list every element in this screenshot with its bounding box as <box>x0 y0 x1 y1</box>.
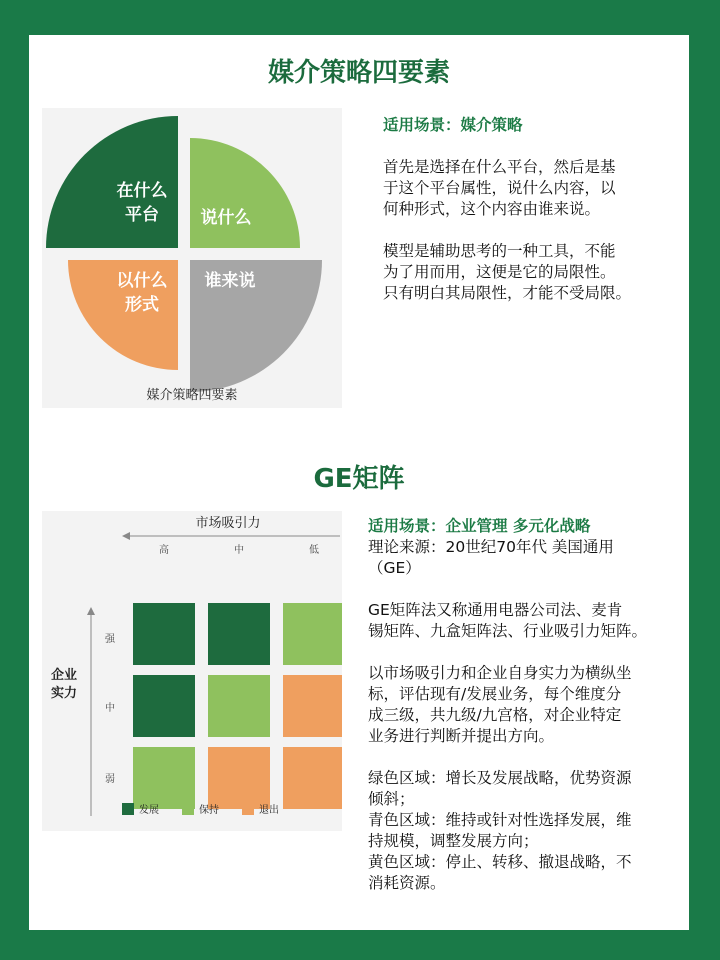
y-tick-mid: 中 <box>105 703 115 714</box>
diagram-caption: 媒介策略四要素 <box>146 388 238 403</box>
section1-text-line: 模型是辅助思考的一种工具，不能 <box>383 242 616 260</box>
matrix-cell <box>283 675 342 737</box>
legend-label-exit: 退出 <box>259 805 279 816</box>
y-axis-label-2: 实力 <box>50 686 78 701</box>
label-what: 说什么 <box>200 208 252 228</box>
section2-text-line: 倾斜； <box>368 790 415 808</box>
section2-text-line: 青色区域：维持或针对性选择发展，维 <box>368 811 632 829</box>
section2-text-line: GE矩阵法又称通用电器公司法、麦肯 <box>368 601 623 619</box>
label-platform-2: 平台 <box>125 205 159 225</box>
quadrant-diagram-panel <box>42 108 342 408</box>
section2-text-line: 绿色区域：增长及发展战略，优势资源 <box>368 769 632 787</box>
x-tick-high: 高 <box>159 545 169 556</box>
section2-title: GE矩阵 <box>313 464 405 494</box>
matrix-cell <box>283 747 342 809</box>
label-form-2: 形式 <box>125 295 159 315</box>
legend-swatch-maintain <box>182 803 194 815</box>
y-tick-weak: 弱 <box>105 774 115 785</box>
section1-title: 媒介策略四要素 <box>267 58 450 88</box>
label-form-1: 以什么 <box>116 271 168 291</box>
ge-matrix-panel <box>42 511 342 831</box>
section1-text-line: 只有明白其局限性，才能不受局限。 <box>383 284 632 302</box>
legend-label-develop: 发展 <box>139 805 159 816</box>
section1-text-line: 首先是选择在什么平台，然后是基 <box>383 158 616 176</box>
label-platform-1: 在什么 <box>116 181 168 201</box>
matrix-cell <box>133 603 195 665</box>
section2-text-line: 成三级，共九级/九宫格，对企业特定 <box>368 706 622 724</box>
label-who: 谁来说 <box>204 271 256 291</box>
matrix-cell <box>208 603 270 665</box>
section2-text-line: 消耗资源。 <box>368 874 446 892</box>
section2-source-line: （GE） <box>368 559 421 577</box>
section2-description <box>368 516 688 894</box>
section1-text-line: 于这个平台属性，说什么内容，以 <box>383 179 616 197</box>
y-axis-label-1: 企业 <box>50 668 78 683</box>
matrix-cell <box>208 747 270 809</box>
section1-text-line: 何种形式，这个内容由谁来说。 <box>383 200 601 218</box>
matrix-cell <box>133 747 195 809</box>
section1-text-line: 为了用而用，这便是它的局限性。 <box>383 263 616 281</box>
x-tick-mid: 中 <box>234 545 244 556</box>
section2-text-line: 以市场吸引力和企业自身实力为横纵坐 <box>368 664 632 682</box>
quadrant-diagram <box>42 108 342 408</box>
x-tick-low: 低 <box>309 545 319 556</box>
section2-source-line: 理论来源：20世纪70年代 美国通用 <box>368 538 614 556</box>
content-card <box>29 35 689 930</box>
matrix-cell <box>133 675 195 737</box>
matrix-cell <box>208 675 270 737</box>
legend-swatch-develop <box>122 803 134 815</box>
quadrant-what <box>190 138 300 248</box>
legend-label-maintain: 保持 <box>199 805 219 816</box>
section1-heading: 适用场景：媒介策略 <box>383 116 523 134</box>
y-axis-arrowhead <box>87 607 95 615</box>
y-tick-strong: 强 <box>105 634 115 645</box>
x-axis-label: 市场吸引力 <box>195 516 261 531</box>
section1-description <box>383 115 683 304</box>
legend-swatch-exit <box>242 803 254 815</box>
section2-heading: 适用场景：企业管理 多元化战略 <box>368 517 591 535</box>
section2-text-line: 锡矩阵、九盒矩阵法、行业吸引力矩阵。 <box>368 622 648 640</box>
section2-text-line: 标，评估现有/发展业务，每个维度分 <box>368 685 622 703</box>
section2-text-line: 业务进行判断并提出方向。 <box>368 727 555 745</box>
ge-matrix <box>42 511 342 831</box>
matrix-cell <box>283 603 342 665</box>
section2-text-line: 黄色区域：停止、转移、撤退战略，不 <box>368 853 632 871</box>
matrix-grid <box>133 603 342 809</box>
section2-text-line: 持规模，调整发展方向； <box>368 832 539 850</box>
x-axis-arrowhead <box>122 532 130 540</box>
